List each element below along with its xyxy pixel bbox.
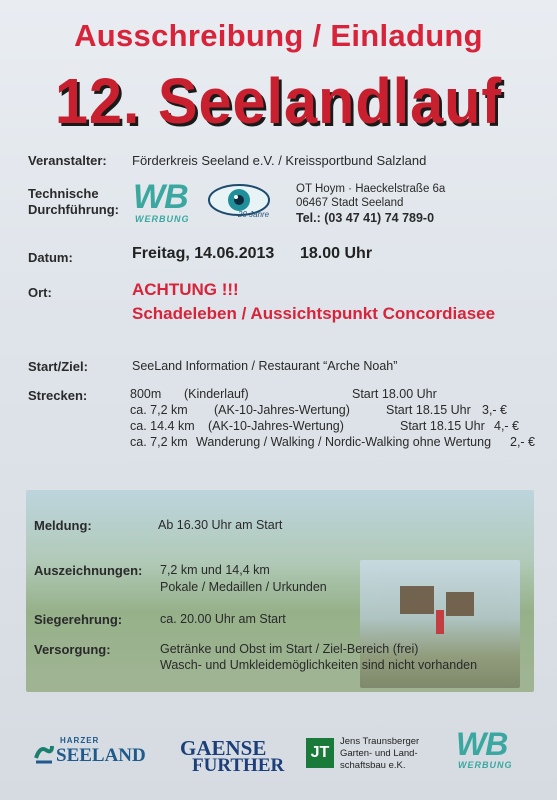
- awards-label: Auszeichnungen:: [34, 563, 143, 578]
- ceremony-value: ca. 20.00 Uhr am Start: [160, 612, 286, 626]
- route-distance: ca. 7,2 km: [130, 435, 188, 449]
- headline-event-name: 12. Seelandlauf: [54, 65, 503, 137]
- gaense-logo-bottom: FURTHER: [192, 755, 285, 776]
- phone-number: Tel.: (03 47 41) 74 789-0: [296, 211, 435, 225]
- date-day: Freitag, 14.06.2013: [132, 245, 275, 262]
- route-distance: 800m: [130, 387, 162, 401]
- harzer-seeland-logo: [34, 736, 149, 770]
- gaense-logo-top: GAENSE: [180, 736, 267, 760]
- technical-address: [296, 182, 445, 225]
- jt-line3: schaftsbau e.K.: [340, 760, 406, 771]
- gaensefurther-logo: [180, 736, 285, 780]
- registration-value: Ab 16.30 Uhr am Start: [158, 518, 283, 532]
- jt-line2: Garten- und Land-: [340, 748, 418, 759]
- route-distance: ca. 7,2 km: [130, 403, 188, 417]
- seeland-logo-small: HARZER: [60, 736, 100, 745]
- supply-line2: Wasch- und Umkleidemöglichkeiten sind nicht vorhanden: [160, 658, 478, 672]
- route-distance: ca. 14.4 km: [130, 419, 195, 433]
- registration-label: Meldung:: [34, 518, 92, 533]
- wb-sponsor-sub: WERBUNG: [458, 760, 513, 770]
- route-desc: (AK-10-Jahres-Wertung): [208, 419, 344, 433]
- route-desc: Wanderung / Walking / Nordic-Walking ohne Wertung: [196, 435, 492, 449]
- awards-line2: Pokale / Medaillen / Urkunden: [160, 580, 327, 594]
- wb-logo-letters: WB: [133, 178, 188, 216]
- technical-label: [28, 186, 119, 218]
- awards-line1: 7,2 km und 14,4 km: [160, 563, 270, 577]
- supply-label: Versorgung:: [34, 642, 111, 657]
- location-warning: ACHTUNG !!!: [132, 280, 239, 299]
- jt-company-text: [340, 736, 419, 772]
- technical-label-line2: Durchführung:: [28, 202, 119, 217]
- eye-logo: [206, 180, 276, 224]
- route-start: Start 18.00 Uhr: [352, 387, 437, 401]
- location-place: Schadeleben / Aussichtspunkt Concordiasee: [132, 304, 496, 323]
- route-start: Start 18.15 Uhr: [400, 419, 485, 433]
- route-desc: (Kinderlauf): [184, 387, 249, 401]
- supply-line1: Getränke und Obst im Start / Ziel-Bereich (frei): [160, 642, 419, 656]
- wb-werbung-sponsor-logo: [456, 728, 528, 774]
- routes-label: Strecken:: [28, 388, 88, 403]
- date-time: 18.00 Uhr: [300, 245, 373, 262]
- date-label: Datum:: [28, 250, 73, 265]
- jt-logo-mark: JT: [306, 738, 334, 768]
- route-desc: (AK-10-Jahres-Wertung): [214, 403, 350, 417]
- headline-invitation: Ausschreibung / Einladung: [74, 18, 483, 53]
- wb-sponsor-letters: WB: [456, 726, 508, 762]
- address-line2: 06467 Stadt Seeland: [296, 197, 404, 209]
- address-line1: OT Hoym · Haeckelstraße 6a: [296, 183, 446, 195]
- ceremony-label: Siegerehrung:: [34, 612, 123, 627]
- route-fee: 2,- €: [510, 435, 536, 449]
- start-label: Start/Ziel:: [28, 359, 88, 374]
- location-label: Ort:: [28, 285, 52, 300]
- organizer-value: Förderkreis Seeland e.V. / Kreissportbund Salzland: [132, 153, 427, 168]
- jt-line1: Jens Traunsberger: [340, 736, 420, 747]
- seeland-logo-main: SEELAND: [56, 745, 146, 766]
- route-start: Start 18.15 Uhr: [386, 403, 471, 417]
- route-fee: 3,- €: [482, 403, 508, 417]
- start-value: SeeLand Information / Restaurant “Arche Noah”: [132, 359, 398, 373]
- wave-icon: [34, 742, 54, 764]
- route-row: [130, 387, 161, 401]
- organizer-label: Veranstalter:: [28, 153, 107, 168]
- wb-werbung-logo: [133, 180, 201, 226]
- wb-logo-sub: WERBUNG: [135, 214, 190, 224]
- eye-logo-caption: 20 Jahre: [238, 210, 270, 219]
- route-fee: 4,- €: [494, 419, 520, 433]
- hut-shape: [400, 586, 434, 614]
- technical-label-line1: Technische: [28, 186, 99, 201]
- person-figure: [436, 610, 444, 634]
- hut-shape: [446, 592, 474, 616]
